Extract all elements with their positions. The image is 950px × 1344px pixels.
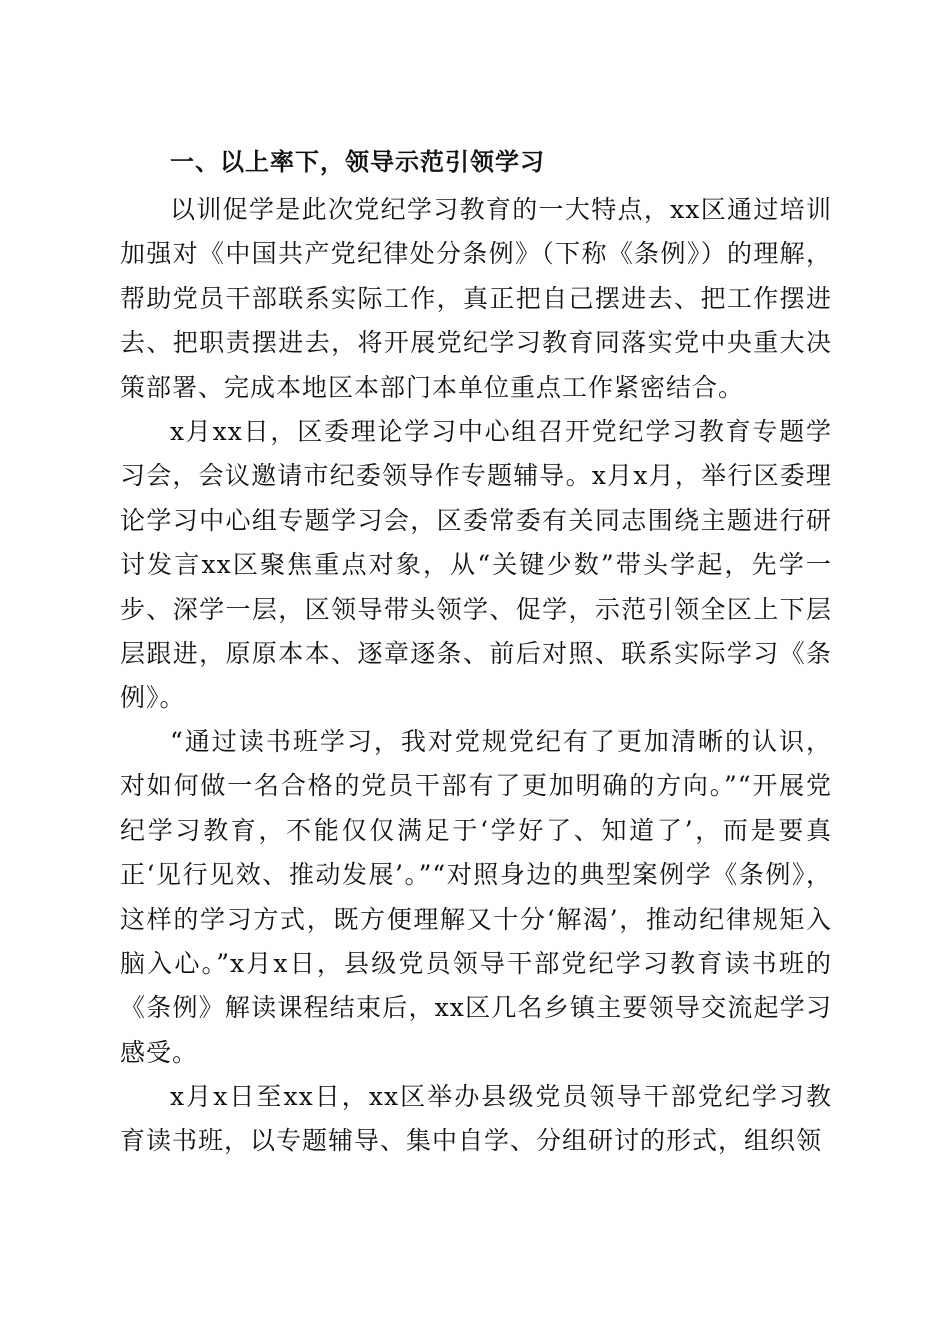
- paragraph-1: 以训促学是此次党纪学习教育的一大特点，xx区通过培训加强对《中国共产党纪律处分条例》（下称《条例》）的理解，帮助党员干部联系实际工作，真正把自己摆进去、把工作摆进去、把职责摆进去，将开展党纪学习教育同落实党中央重大决策部署、完成本地区本部门本单位重点工作紧密结合。: [120, 195, 832, 402]
- paragraph-4: x月x日至xx日，xx区举办县级党员领导干部党纪学习教育读书班，以专题辅导、集中自学、分组研讨的形式，组织领: [120, 1082, 832, 1156]
- section-heading: 一、以上率下，领导示范引领学习: [170, 148, 545, 176]
- paragraph-3: “通过读书班学习，我对党规党纪有了更加清晰的认识，对如何做一名合格的党员干部有了更加明确的方向。”“开展党纪学习教育，不能仅仅满足于‘学好了、知道了’，而是要真正‘见行见效、推动发展’。”“对照身边的典型案例学《条例》，这样的学习方式，既方便理解又十分‘解渴’，推动纪律规矩入脑入心。”x月x日，县级党员领导干部党纪学习教育读书班的《条例》解读课程结束后，xx区几名乡镇主要领导交流起学习感受。: [120, 727, 832, 1067]
- paragraph-2: x月xx日，区委理论学习中心组召开党纪学习教育专题学习会，会议邀请市纪委领导作专题辅导。x月x月，举行区委理论学习中心组专题学习会，区委常委有关同志围绕主题进行研讨发言xx区聚焦重点对象，从“关键少数”带头学起，先学一步、深学一层，区领导带头领学、促学，示范引领全区上下层层跟进，原原本本、逐章逐条、前后对照、联系实际学习《条例》。: [120, 417, 832, 713]
